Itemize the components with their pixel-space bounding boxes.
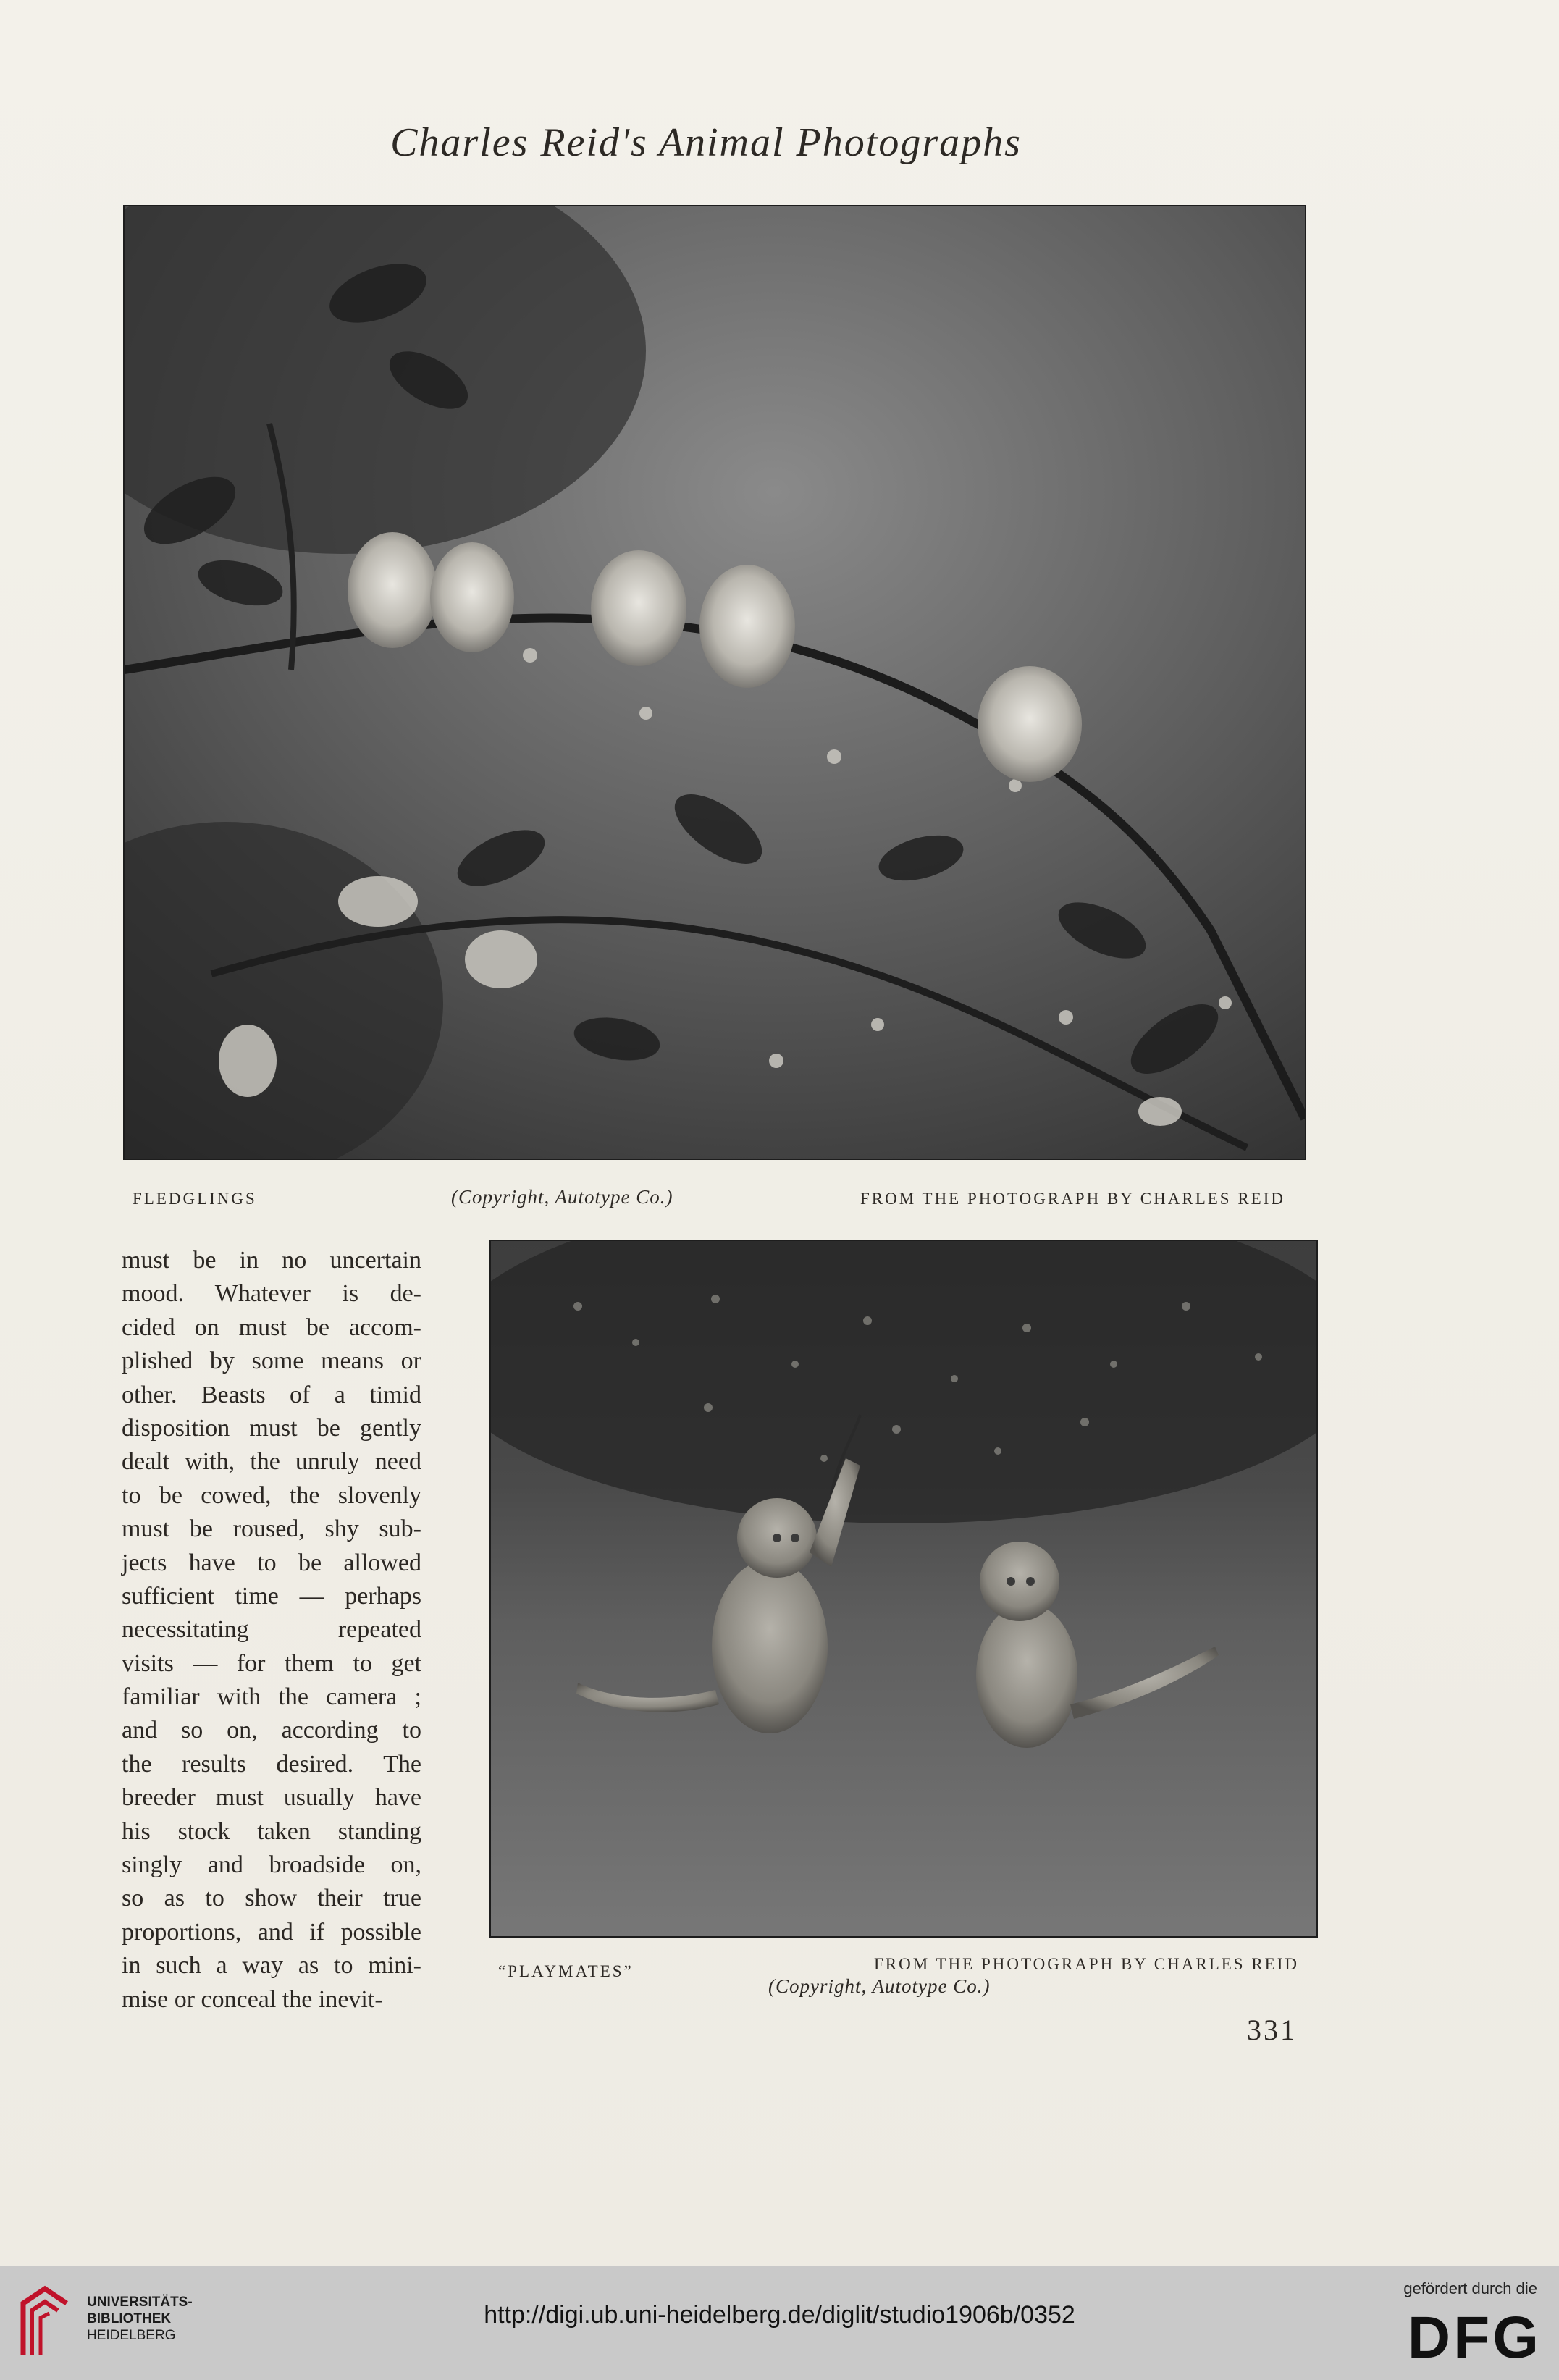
body-line: dealt with, the unruly need (122, 1448, 421, 1476)
fledglings-credit: FROM THE PHOTOGRAPH BY CHARLES REID (860, 1190, 1286, 1208)
body-line: must be roused, shy sub- (122, 1515, 421, 1543)
body-line: other. Beasts of a timid (122, 1381, 421, 1408)
body-text (122, 1244, 421, 2017)
body-line: mood. Whatever is de- (122, 1280, 421, 1308)
body-line: familiar with the camera ; (122, 1683, 421, 1711)
body-line: in such a way as to mini- (122, 1952, 421, 1980)
playmates-copyright: (Copyright, Autotype Co.) (768, 1975, 991, 1997)
body-line: plished by some means or (122, 1347, 421, 1375)
body-line: his stock taken standing (122, 1817, 421, 1845)
library-name-line: UNIVERSITÄTS- (87, 2295, 193, 2310)
playmates-photo (489, 1240, 1318, 1938)
fledglings-title: FLEDGLINGS (133, 1190, 257, 1208)
body-line: and so on, according to (122, 1717, 421, 1744)
library-name-line: HEIDELBERG (87, 2328, 176, 2343)
body-line: the results desired. The (122, 1750, 421, 1778)
dfg-logo: DFG (1407, 2305, 1542, 2371)
digitization-url-link[interactable]: http://digi.ub.uni-heidelberg.de/diglit/studio1906b/0352 (484, 2301, 1075, 2329)
body-line: cided on must be accom- (122, 1313, 421, 1341)
body-line: disposition must be gently (122, 1414, 421, 1442)
funded-by-label: gefördert durch die (1403, 2279, 1537, 2297)
body-line: mise or conceal the inevit- (122, 1985, 383, 2013)
running-head: Charles Reid's Animal Photographs (390, 120, 1022, 165)
playmates-credit: FROM THE PHOTOGRAPH BY CHARLES REID (874, 1955, 1300, 1973)
body-line: to be cowed, the slovenly (122, 1481, 421, 1509)
page-number: 331 (1247, 2014, 1297, 2046)
body-line: necessitating repeated (122, 1616, 421, 1644)
body-line: so as to show their true (122, 1885, 421, 1912)
body-line: breeder must usually have (122, 1784, 421, 1812)
body-line: singly and broadside on, (122, 1851, 421, 1879)
body-line: sufficient time — perhaps (122, 1582, 421, 1610)
body-line: proportions, and if possible (122, 1918, 421, 1946)
body-line: must be in no uncertain (122, 1247, 421, 1274)
fledglings-photo (123, 205, 1306, 1160)
library-name-line: BIBLIOTHEK (87, 2311, 172, 2326)
playmates-title: “PLAYMATES” (498, 1962, 634, 1980)
body-line: visits — for them to get (122, 1649, 421, 1677)
fledglings-copyright: (Copyright, Autotype Co.) (451, 1186, 673, 1208)
body-line: jects have to be allowed (122, 1549, 421, 1576)
